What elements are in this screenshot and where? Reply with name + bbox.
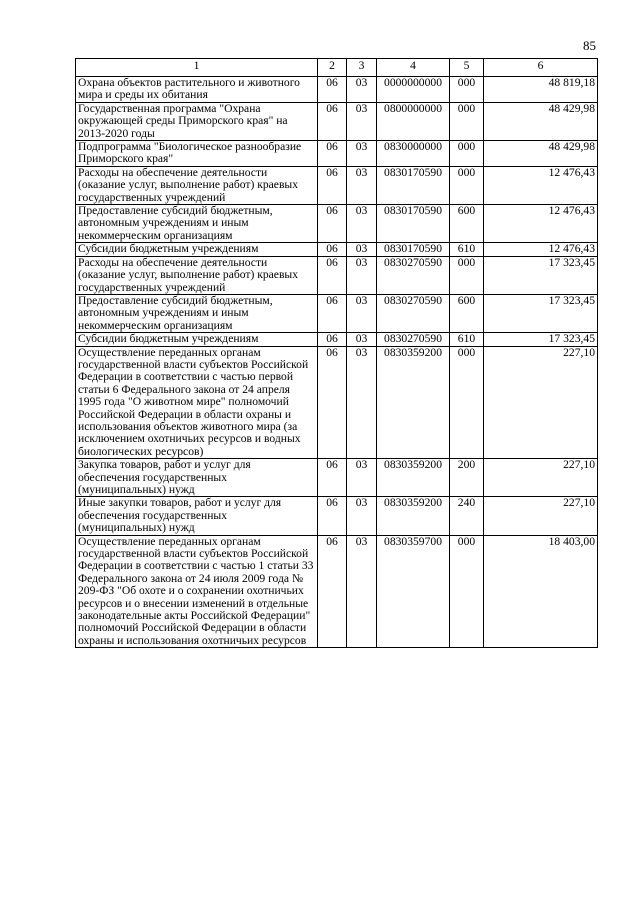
section-code: 06	[318, 166, 347, 204]
expense-type-code: 600	[450, 294, 484, 332]
amount: 227,10	[484, 497, 598, 535]
page-number: 85	[583, 38, 596, 53]
table-row	[76, 141, 598, 167]
section-code: 06	[318, 205, 347, 243]
amount: 12 476,43	[484, 243, 598, 256]
table-row	[76, 77, 598, 103]
table-row	[76, 497, 598, 535]
table-row	[76, 459, 598, 497]
amount: 17 323,45	[484, 333, 598, 346]
table-row	[76, 346, 598, 459]
expense-type-code: 000	[450, 141, 484, 167]
expense-name: Предоставление субсидий бюджетным, автономным учреждениям и иным некоммерческим организациям	[76, 294, 318, 332]
amount: 48 819,18	[484, 77, 598, 103]
expense-name: Осуществление переданных органам государственной власти субъектов Российской Федерации в соответствии с частью первой статьи 6 Федерального закона от 24 апреля 1995 года "О животном мире" полномочий Российской Федерации в области охраны и использования объектов животного мира (за исключением охотничьих ресурсов и водных биологических ресурсов)	[76, 346, 318, 459]
table-row	[76, 205, 598, 243]
section-code: 06	[318, 497, 347, 535]
section-code: 06	[318, 535, 347, 648]
amount: 17 323,45	[484, 294, 598, 332]
target-article-code: 0830170590	[377, 166, 450, 204]
budget-table	[75, 58, 598, 648]
expense-name: Иные закупки товаров, работ и услуг для обеспечения государственных (муниципальных) нужд	[76, 497, 318, 535]
expense-name: Субсидии бюджетным учреждениям	[76, 333, 318, 346]
amount: 48 429,98	[484, 141, 598, 167]
section-code: 06	[318, 256, 347, 294]
amount: 18 403,00	[484, 535, 598, 648]
subsection-code: 03	[347, 459, 377, 497]
subsection-code: 03	[347, 77, 377, 103]
amount: 227,10	[484, 459, 598, 497]
expense-name: Государственная программа "Охрана окружающей среды Приморского края" на 2013-2020 годы	[76, 102, 318, 140]
column-header: 2	[318, 59, 347, 77]
expense-name: Осуществление переданных органам государственной власти субъектов Российской Федерации в соответствии с частью 1 статьи 33 Федерального закона от 24 июля 2009 года № 209-ФЗ "Об охоте и о сохранении охотничьих ресурсов и о внесении изменений в отдельные законодательные акты Российской Федерации" полномочий Российской Федерации в области охраны и использования охотничьих ресурсов	[76, 535, 318, 648]
expense-name: Охрана объектов растительного и животного мира и среды их обитания	[76, 77, 318, 103]
expense-name: Подпрограмма "Биологическое разнообразие Приморского края"	[76, 141, 318, 167]
table-row	[76, 102, 598, 140]
target-article-code: 0830359200	[377, 497, 450, 535]
target-article-code: 0830359700	[377, 535, 450, 648]
expense-type-code: 610	[450, 333, 484, 346]
subsection-code: 03	[347, 243, 377, 256]
table-row	[76, 166, 598, 204]
expense-type-code: 000	[450, 256, 484, 294]
amount: 48 429,98	[484, 102, 598, 140]
subsection-code: 03	[347, 535, 377, 648]
amount: 227,10	[484, 346, 598, 459]
subsection-code: 03	[347, 102, 377, 140]
subsection-code: 03	[347, 294, 377, 332]
subsection-code: 03	[347, 497, 377, 535]
amount: 12 476,43	[484, 166, 598, 204]
target-article-code: 0830359200	[377, 459, 450, 497]
column-header: 1	[76, 59, 318, 77]
expense-type-code: 600	[450, 205, 484, 243]
expense-name: Закупка товаров, работ и услуг для обеспечения государственных (муниципальных) нужд	[76, 459, 318, 497]
target-article-code: 0830359200	[377, 346, 450, 459]
section-code: 06	[318, 243, 347, 256]
table-row	[76, 294, 598, 332]
section-code: 06	[318, 333, 347, 346]
table-row	[76, 243, 598, 256]
section-code: 06	[318, 141, 347, 167]
expense-name: Расходы на обеспечение деятельности (оказание услуг, выполнение работ) краевых государственных учреждений	[76, 166, 318, 204]
target-article-code: 0000000000	[377, 77, 450, 103]
expense-name: Расходы на обеспечение деятельности (оказание услуг, выполнение работ) краевых государственных учреждений	[76, 256, 318, 294]
target-article-code: 0830270590	[377, 256, 450, 294]
subsection-code: 03	[347, 256, 377, 294]
expense-type-code: 200	[450, 459, 484, 497]
expense-type-code: 000	[450, 346, 484, 459]
target-article-code: 0830000000	[377, 141, 450, 167]
column-header: 5	[450, 59, 484, 77]
subsection-code: 03	[347, 166, 377, 204]
expense-type-code: 000	[450, 102, 484, 140]
target-article-code: 0830270590	[377, 294, 450, 332]
section-code: 06	[318, 459, 347, 497]
table-row	[76, 535, 598, 648]
expense-type-code: 240	[450, 497, 484, 535]
subsection-code: 03	[347, 346, 377, 459]
expense-type-code: 610	[450, 243, 484, 256]
column-header: 3	[347, 59, 377, 77]
table-row	[76, 333, 598, 346]
expense-name: Субсидии бюджетным учреждениям	[76, 243, 318, 256]
expense-type-code: 000	[450, 535, 484, 648]
expense-name: Предоставление субсидий бюджетным, автономным учреждениям и иным некоммерческим организациям	[76, 205, 318, 243]
section-code: 06	[318, 77, 347, 103]
section-code: 06	[318, 102, 347, 140]
subsection-code: 03	[347, 333, 377, 346]
target-article-code: 0800000000	[377, 102, 450, 140]
table-row	[76, 256, 598, 294]
section-code: 06	[318, 294, 347, 332]
expense-type-code: 000	[450, 77, 484, 103]
column-header: 4	[377, 59, 450, 77]
header-row	[76, 59, 598, 77]
expense-type-code: 000	[450, 166, 484, 204]
amount: 12 476,43	[484, 205, 598, 243]
target-article-code: 0830170590	[377, 205, 450, 243]
section-code: 06	[318, 346, 347, 459]
subsection-code: 03	[347, 141, 377, 167]
amount: 17 323,45	[484, 256, 598, 294]
target-article-code: 0830270590	[377, 333, 450, 346]
subsection-code: 03	[347, 205, 377, 243]
column-header: 6	[484, 59, 598, 77]
target-article-code: 0830170590	[377, 243, 450, 256]
